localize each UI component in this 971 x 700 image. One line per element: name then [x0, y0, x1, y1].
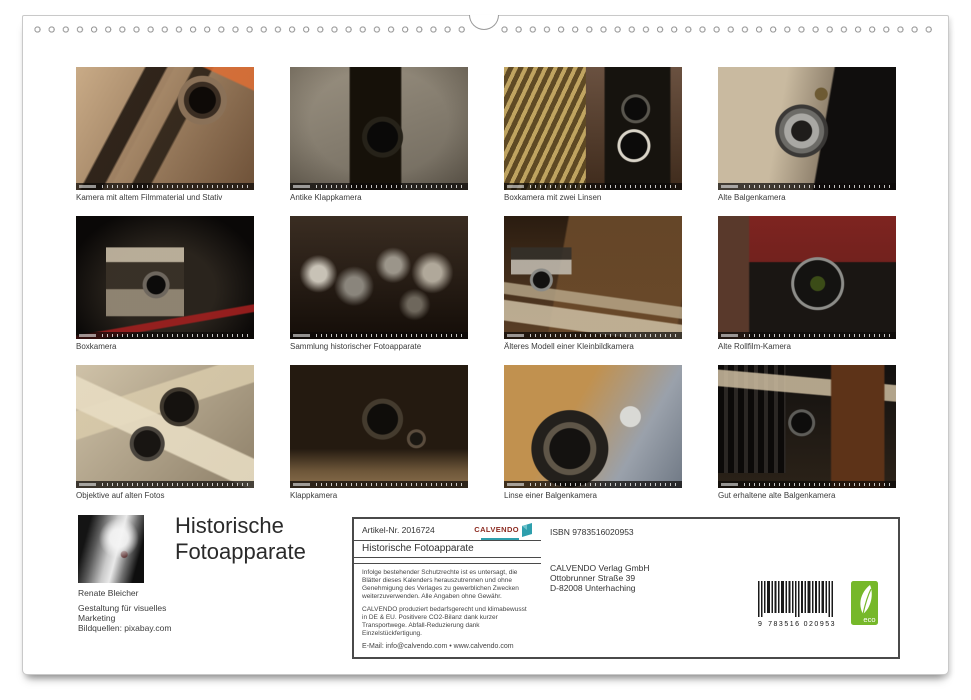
thumb-caption: Linse einer Balgenkamera	[504, 491, 597, 500]
ean-barcode	[758, 581, 836, 628]
mini-date-strip	[76, 332, 254, 339]
mini-date-strip	[718, 481, 896, 488]
publisher-name: CALVENDO Verlag GmbH	[550, 563, 650, 573]
contact-line: E-Mail: info@calvendo.com • www.calvendo.com	[362, 643, 514, 650]
thumb-photo-box-camera	[76, 216, 254, 339]
calendar-month-thumb	[504, 216, 682, 352]
author-info	[78, 588, 196, 633]
mini-date-strip	[504, 183, 682, 190]
calendar-title: Historische Fotoapparate	[175, 513, 306, 564]
calendar-month-thumb	[290, 216, 468, 352]
thumb-photo-camera-tripod	[76, 67, 254, 190]
mini-date-strip	[76, 481, 254, 488]
calendar-month-thumb	[504, 365, 682, 501]
thumb-photo-camera-collection	[290, 216, 468, 339]
mini-date-strip	[718, 183, 896, 190]
barcode-box	[684, 517, 900, 659]
mini-date-strip	[290, 481, 468, 488]
thumb-photo-folding-camera-2	[290, 365, 468, 488]
eco-badge	[851, 581, 878, 630]
spiral-binding-holes	[33, 25, 467, 34]
calvendo-wordmark	[474, 519, 519, 540]
publisher-box	[541, 517, 686, 659]
calendar-month-thumb	[504, 67, 682, 203]
legal-text-block	[354, 564, 541, 657]
calendar-month-thumb	[76, 216, 254, 352]
calendar-month-thumb	[290, 67, 468, 203]
thumb-photo-lenses-photos	[76, 365, 254, 488]
calendar-month-thumb	[718, 216, 896, 352]
thumb-caption: Älteres Modell einer Kleinbildkamera	[504, 342, 634, 351]
product-title: Historische Fotoapparate	[354, 541, 541, 558]
barcode-bars-icon	[758, 581, 836, 617]
calendar-month-thumb	[718, 365, 896, 501]
thumbnail-grid	[76, 67, 898, 501]
thumb-caption: Sammlung historischer Fotoapparate	[290, 342, 422, 351]
author-name: Renate Bleicher	[78, 588, 139, 598]
thumb-photo-bellows-with-case	[718, 365, 896, 488]
eco-leaf-icon	[851, 581, 878, 625]
mini-date-strip	[504, 481, 682, 488]
thumb-caption: Antike Klappkamera	[290, 193, 362, 202]
article-number: Artikel-Nr. 2016724	[362, 524, 435, 535]
calendar-back-page	[22, 15, 949, 675]
mini-date-strip	[290, 183, 468, 190]
thumb-caption: Boxkamera	[76, 342, 117, 351]
thumb-photo-lens-closeup	[504, 365, 682, 488]
thumb-caption: Objektive auf alten Fotos	[76, 491, 165, 500]
svg-text:eco: eco	[863, 615, 876, 624]
barcode-digit-group: 9	[758, 621, 762, 628]
calvendo-logo-text: CALVENDO	[474, 525, 519, 534]
barcode-digit-group: 783516	[768, 621, 801, 628]
publisher-city: D-82008 Unterhaching	[550, 583, 636, 593]
thumb-caption: Klappkamera	[290, 491, 338, 500]
product-info-box	[352, 517, 543, 659]
author-portrait	[78, 515, 144, 583]
calvendo-flag-icon	[521, 522, 533, 537]
legal-paragraph-2: CALVENDO produziert bedarfsgerecht und klimabewusst in DE & EU. Positivere CO2-Bilanz dank kurzer Transportwege. Abfall-Reduzierung dank Einzelstückfertigung.	[362, 606, 527, 637]
publisher-street: Ottobrunner Straße 39	[550, 573, 636, 583]
mini-date-strip	[718, 332, 896, 339]
author-role: Gestaltung für visuelles Marketing	[78, 603, 167, 623]
spiral-binding-holes	[500, 25, 938, 34]
calvendo-tagline-bar	[481, 538, 519, 540]
thumb-caption: Alte Balgenkamera	[718, 193, 786, 202]
author-credits: Bildquellen: pixabay.com	[78, 623, 172, 633]
mini-date-strip	[76, 183, 254, 190]
calendar-month-thumb	[76, 67, 254, 203]
thumb-photo-twin-lens-box	[504, 67, 682, 190]
mini-date-strip	[290, 332, 468, 339]
calendar-month-thumb	[718, 67, 896, 203]
barcode-digit-group: 020953	[803, 621, 836, 628]
product-info-header	[354, 519, 541, 541]
thumb-photo-rollfilm-camera	[718, 216, 896, 339]
legal-paragraph-1: Infolge bestehender Schutzrechte ist es untersagt, die Blätter dieses Kalenders herauszutrennen und ohne Genehmigung des Verlages zu gewerblichen Zwecken weiterzuverwenden. Alle Angaben ohne Gewähr.	[362, 569, 519, 600]
thumb-photo-35mm-camera	[504, 216, 682, 339]
thumb-photo-folding-camera	[290, 67, 468, 190]
publisher-address	[550, 563, 675, 593]
thumb-caption: Kamera mit altem Filmmaterial und Stativ	[76, 193, 223, 202]
calendar-month-thumb	[290, 365, 468, 501]
barcode-digits	[758, 621, 836, 628]
thumb-photo-bellows-camera	[718, 67, 896, 190]
calendar-month-thumb	[76, 365, 254, 501]
calvendo-logo	[474, 519, 533, 540]
mini-date-strip	[504, 332, 682, 339]
thumb-caption: Alte Rollfilm-Kamera	[718, 342, 791, 351]
thumb-caption: Boxkamera mit zwei Linsen	[504, 193, 602, 202]
isbn-number: ISBN 9783516020953	[550, 527, 634, 537]
hanging-notch	[469, 15, 499, 30]
thumb-caption: Gut erhaltene alte Balgenkamera	[718, 491, 836, 500]
